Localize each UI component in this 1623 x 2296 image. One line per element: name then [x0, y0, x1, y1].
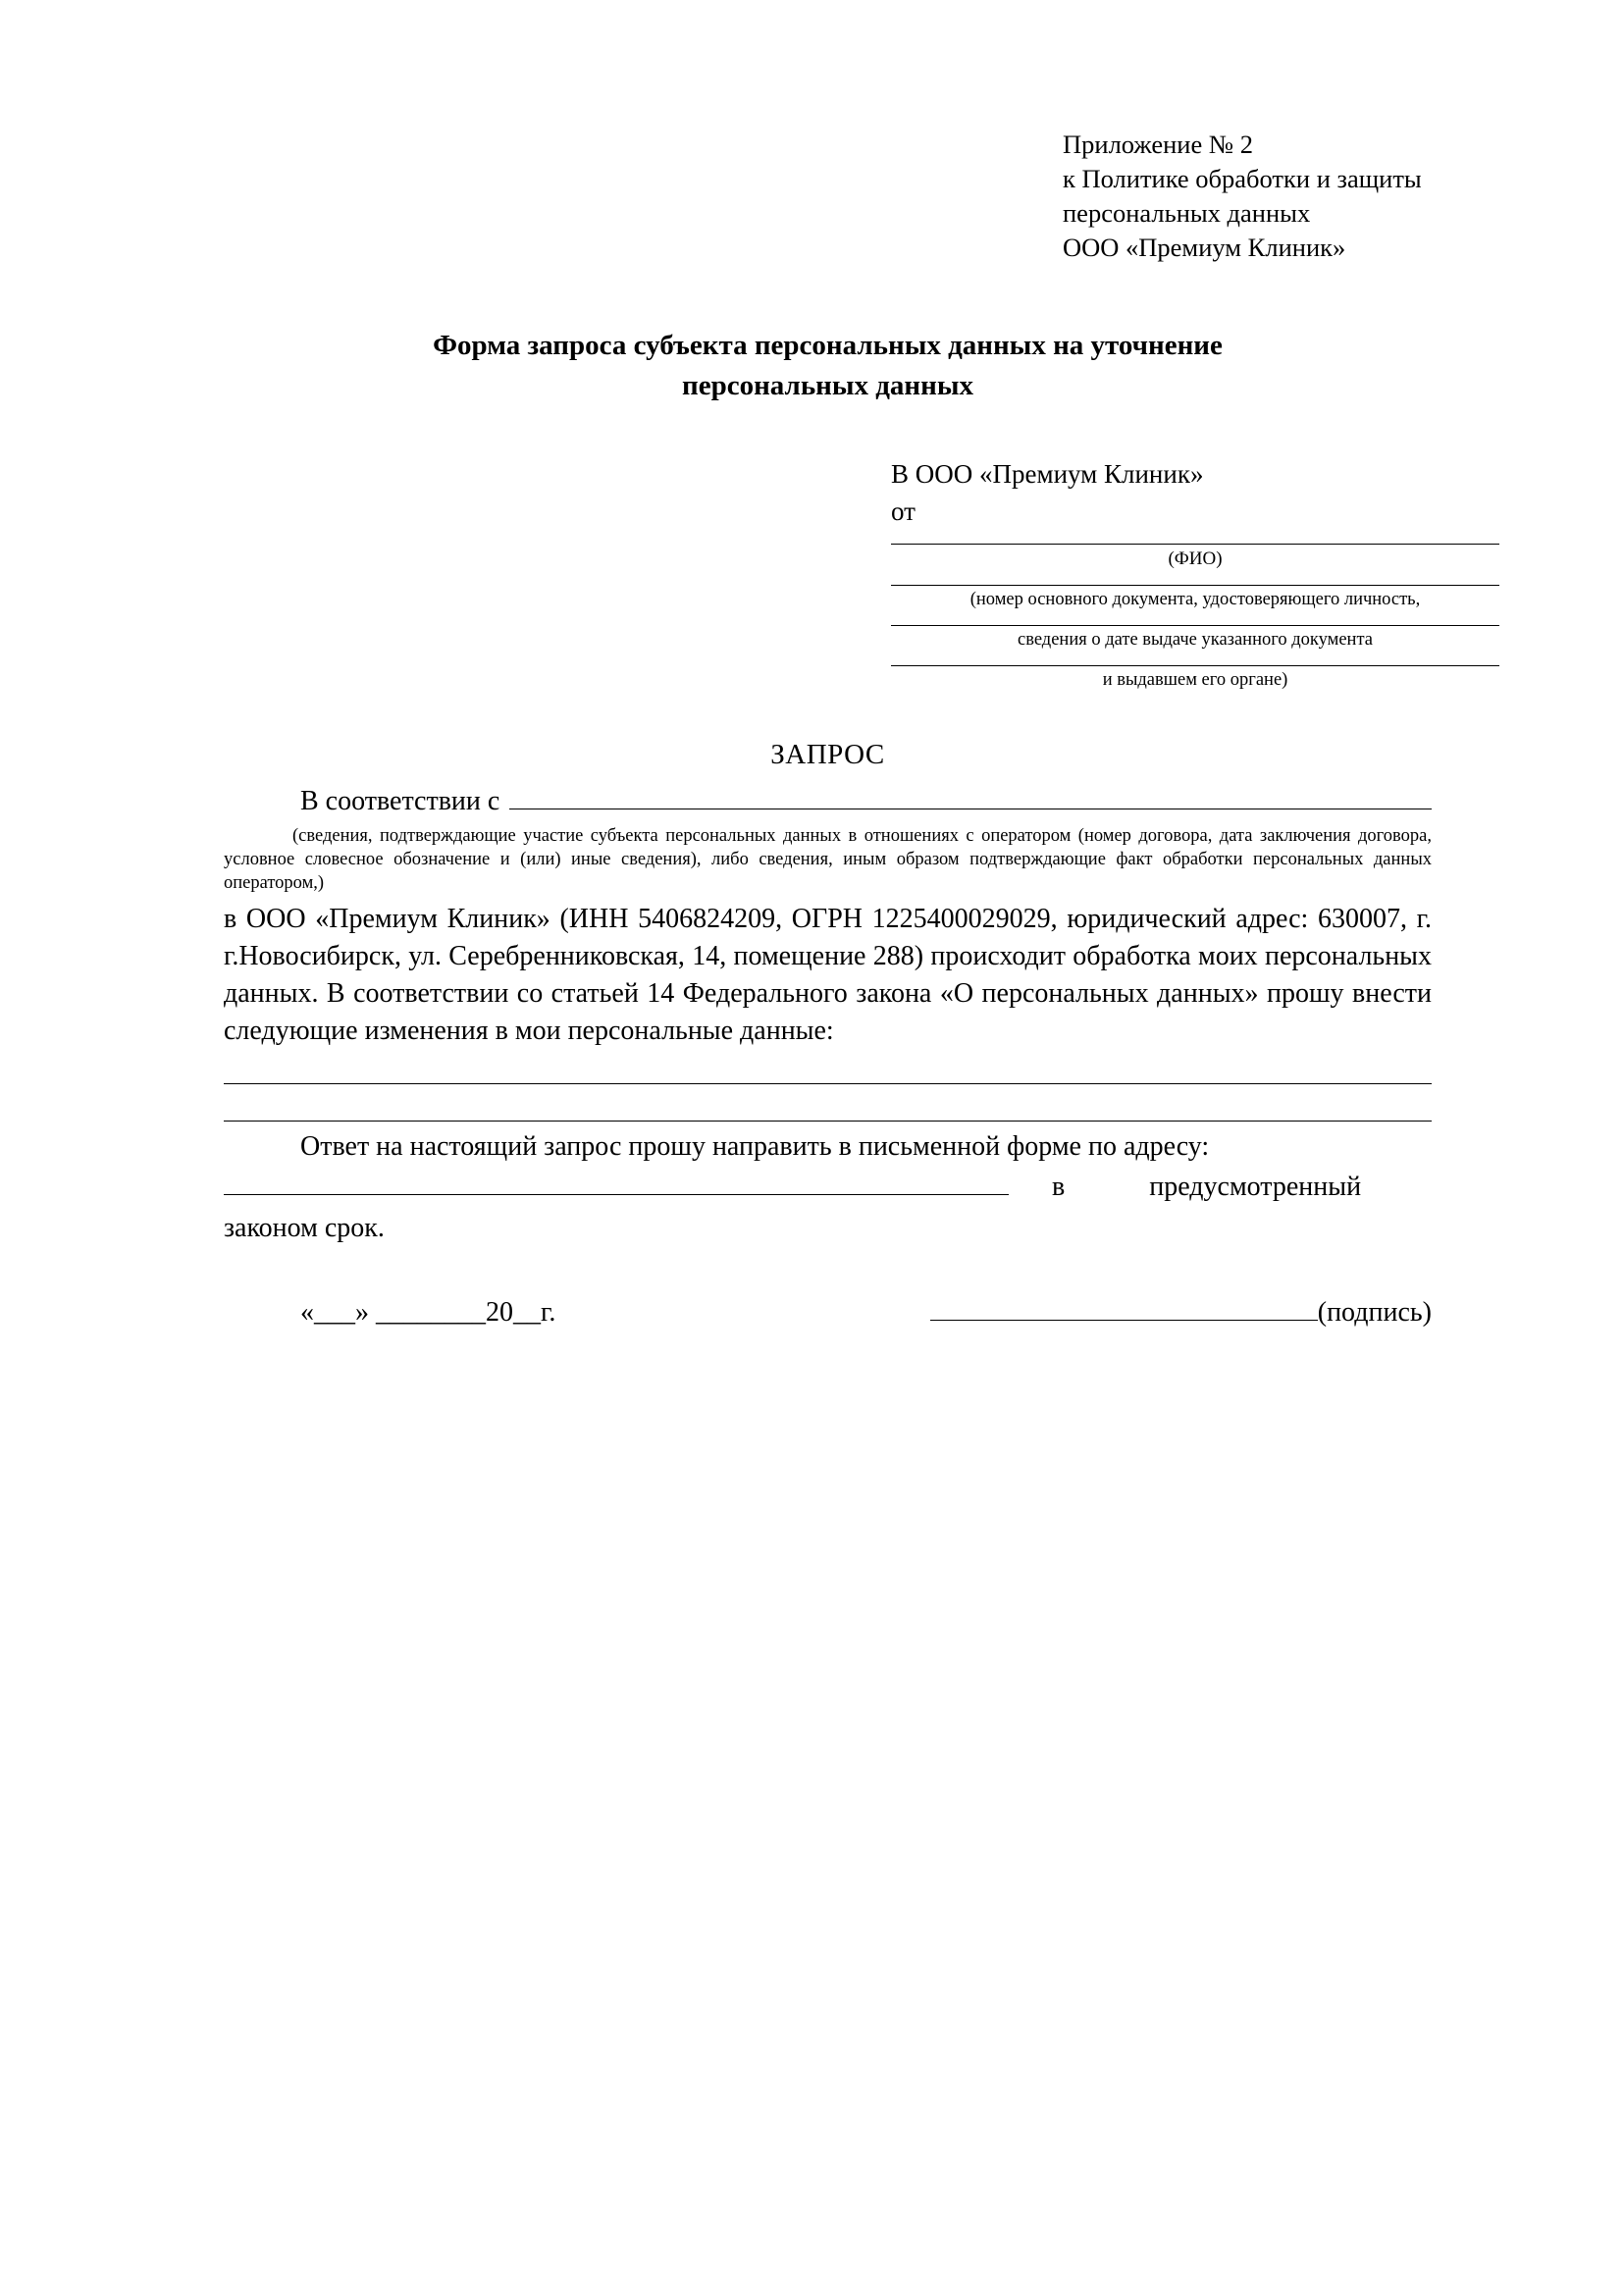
appendix-company: ООО «Премиум Клиник»: [1063, 232, 1346, 262]
reply-line-3: законом срок.: [224, 1212, 385, 1243]
appendix-policy-line1: к Политике обработки и защиты: [1063, 163, 1422, 193]
intro-line: [224, 783, 1432, 820]
appendix-header: [1063, 128, 1432, 265]
request-body: [224, 783, 1432, 1331]
reply-line-1: Ответ на настоящий запрос прошу направить в письменной форме по адресу:: [300, 1131, 1210, 1163]
intro-fill-field[interactable]: [509, 787, 1432, 809]
reply-paragraph: [224, 1127, 1432, 1247]
reply-line-2: [224, 1168, 1432, 1206]
request-main-paragraph: в ООО «Премиум Клиник» (ИНН 5406824209, ОГРН 1225400029029, юридический адрес: 630007, г. г.Новосибирск, ул. Серебренниковская, 14, помещение 288) происходит обработка моих персональных данных. В соответствии со статьей 14 Федерального закона «О персональных данных» прошу внести следующие изменения в мои персональные данные:: [224, 903, 1432, 1047]
document-number-caption: (номер основного документа, удостоверяющего личность,: [969, 589, 1421, 609]
fine-print-note: [224, 824, 1432, 895]
date-field[interactable]: «___» ________20__г.: [300, 1296, 556, 1328]
page-title: [224, 326, 1432, 406]
document-date-caption: сведения о дате выдаче указанного документа: [1018, 629, 1373, 650]
page-title-line2: персональных данных: [682, 370, 973, 402]
signature-label: (подпись): [1317, 1296, 1432, 1328]
addressee-block: [891, 457, 1499, 692]
document-number-field-line[interactable]: [891, 585, 1499, 586]
changes-line-2[interactable]: [224, 1121, 1432, 1122]
fio-caption: (ФИО): [1168, 548, 1223, 569]
reply-address-field[interactable]: [224, 1171, 1009, 1195]
reply-tail-1: в: [1052, 1172, 1066, 1203]
appendix-number: Приложение № 2: [1063, 130, 1254, 159]
signature-row: [224, 1294, 1432, 1331]
addressee-to: В ООО «Премиум Клиник»: [891, 459, 1204, 490]
document-date-field-line[interactable]: [891, 625, 1499, 626]
page-title-line1: Форма запроса субъекта персональных данных на уточнение: [433, 329, 1223, 361]
appendix-policy-line2: персональных данных: [1063, 197, 1311, 228]
fio-field-line[interactable]: [891, 544, 1499, 545]
document-organ-caption: и выдавшем его органе): [1102, 669, 1288, 690]
signature-area: [930, 1294, 1432, 1331]
reply-tail-2: предусмотренный: [1149, 1172, 1362, 1203]
addressee-from: от: [891, 496, 916, 527]
request-heading: ЗАПРОС: [770, 738, 885, 770]
intro-lead: В соответствии с: [300, 785, 500, 816]
signature-field[interactable]: [930, 1296, 1318, 1321]
document-organ-field-line[interactable]: [891, 665, 1499, 666]
changes-line-1[interactable]: [224, 1083, 1432, 1084]
fine-print-text: (сведения, подтверждающие участие субъекта персональных данных в отношениях с оператором (номер договора, дата заключения договора, условное словесное обозначение и (или) иные сведения), либо сведения, иным образом подтверждающие факт обработки персональных данных оператором,): [224, 825, 1432, 893]
